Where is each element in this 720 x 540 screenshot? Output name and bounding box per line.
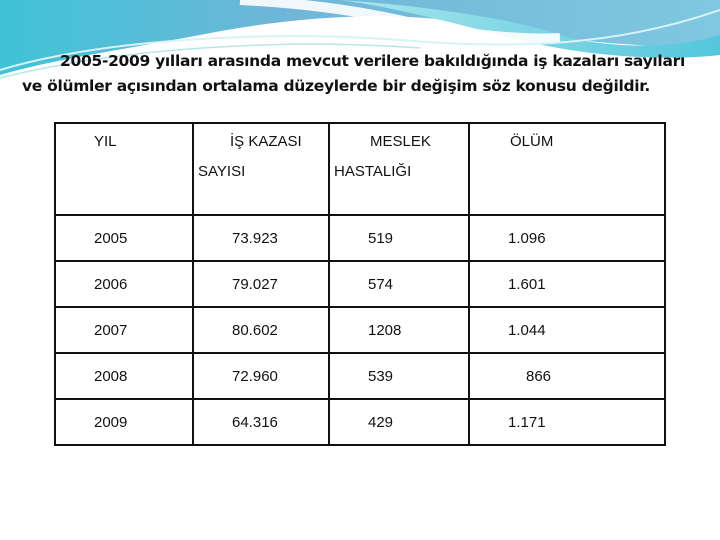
header-year-label: YIL (94, 133, 117, 150)
cell-accidents: 73.923 (193, 215, 329, 261)
cell-deaths: 1.601 (469, 261, 665, 307)
cell-deaths: 1.044 (469, 307, 665, 353)
table-row (55, 353, 665, 399)
cell-accidents: 79.027 (193, 261, 329, 307)
header-deaths-label: ÖLÜM (510, 133, 554, 150)
cell-deaths: 1.096 (469, 215, 665, 261)
statistics-table (54, 122, 666, 446)
cell-disease: 519 (329, 215, 469, 261)
table-row (55, 261, 665, 307)
table-row (55, 215, 665, 261)
slide-title-line-1: 2005-2009 yılları arasında mevcut verilere bakıldığında iş kazaları sayıları (60, 52, 685, 70)
header-disease-line1: MESLEK (370, 133, 431, 150)
cell-disease: 539 (329, 353, 469, 399)
cell-accidents: 72.960 (193, 353, 329, 399)
slide-title-line-2: ve ölümler açısından ortalama düzeylerde bir değişim söz konusu değildir. (22, 77, 650, 95)
header-accidents (193, 123, 329, 215)
cell-deaths: 1.171 (469, 399, 665, 445)
header-accidents-line1: İŞ KAZASI (230, 133, 302, 150)
header-deaths (469, 123, 665, 215)
table-header-row (55, 123, 665, 215)
cell-disease: 429 (329, 399, 469, 445)
cell-year: 2006 (55, 261, 193, 307)
cell-year: 2005 (55, 215, 193, 261)
cell-disease: 574 (329, 261, 469, 307)
cell-year: 2008 (55, 353, 193, 399)
cell-accidents: 80.602 (193, 307, 329, 353)
header-year (55, 123, 193, 215)
cell-year: 2007 (55, 307, 193, 353)
table-row (55, 307, 665, 353)
cell-year: 2009 (55, 399, 193, 445)
header-occupational-disease (329, 123, 469, 215)
table-row (55, 399, 665, 445)
cell-accidents: 64.316 (193, 399, 329, 445)
cell-deaths: 866 (469, 353, 665, 399)
cell-disease: 1208 (329, 307, 469, 353)
header-disease-line2: HASTALIĞI (334, 163, 412, 180)
header-accidents-line2: SAYISI (198, 163, 246, 180)
